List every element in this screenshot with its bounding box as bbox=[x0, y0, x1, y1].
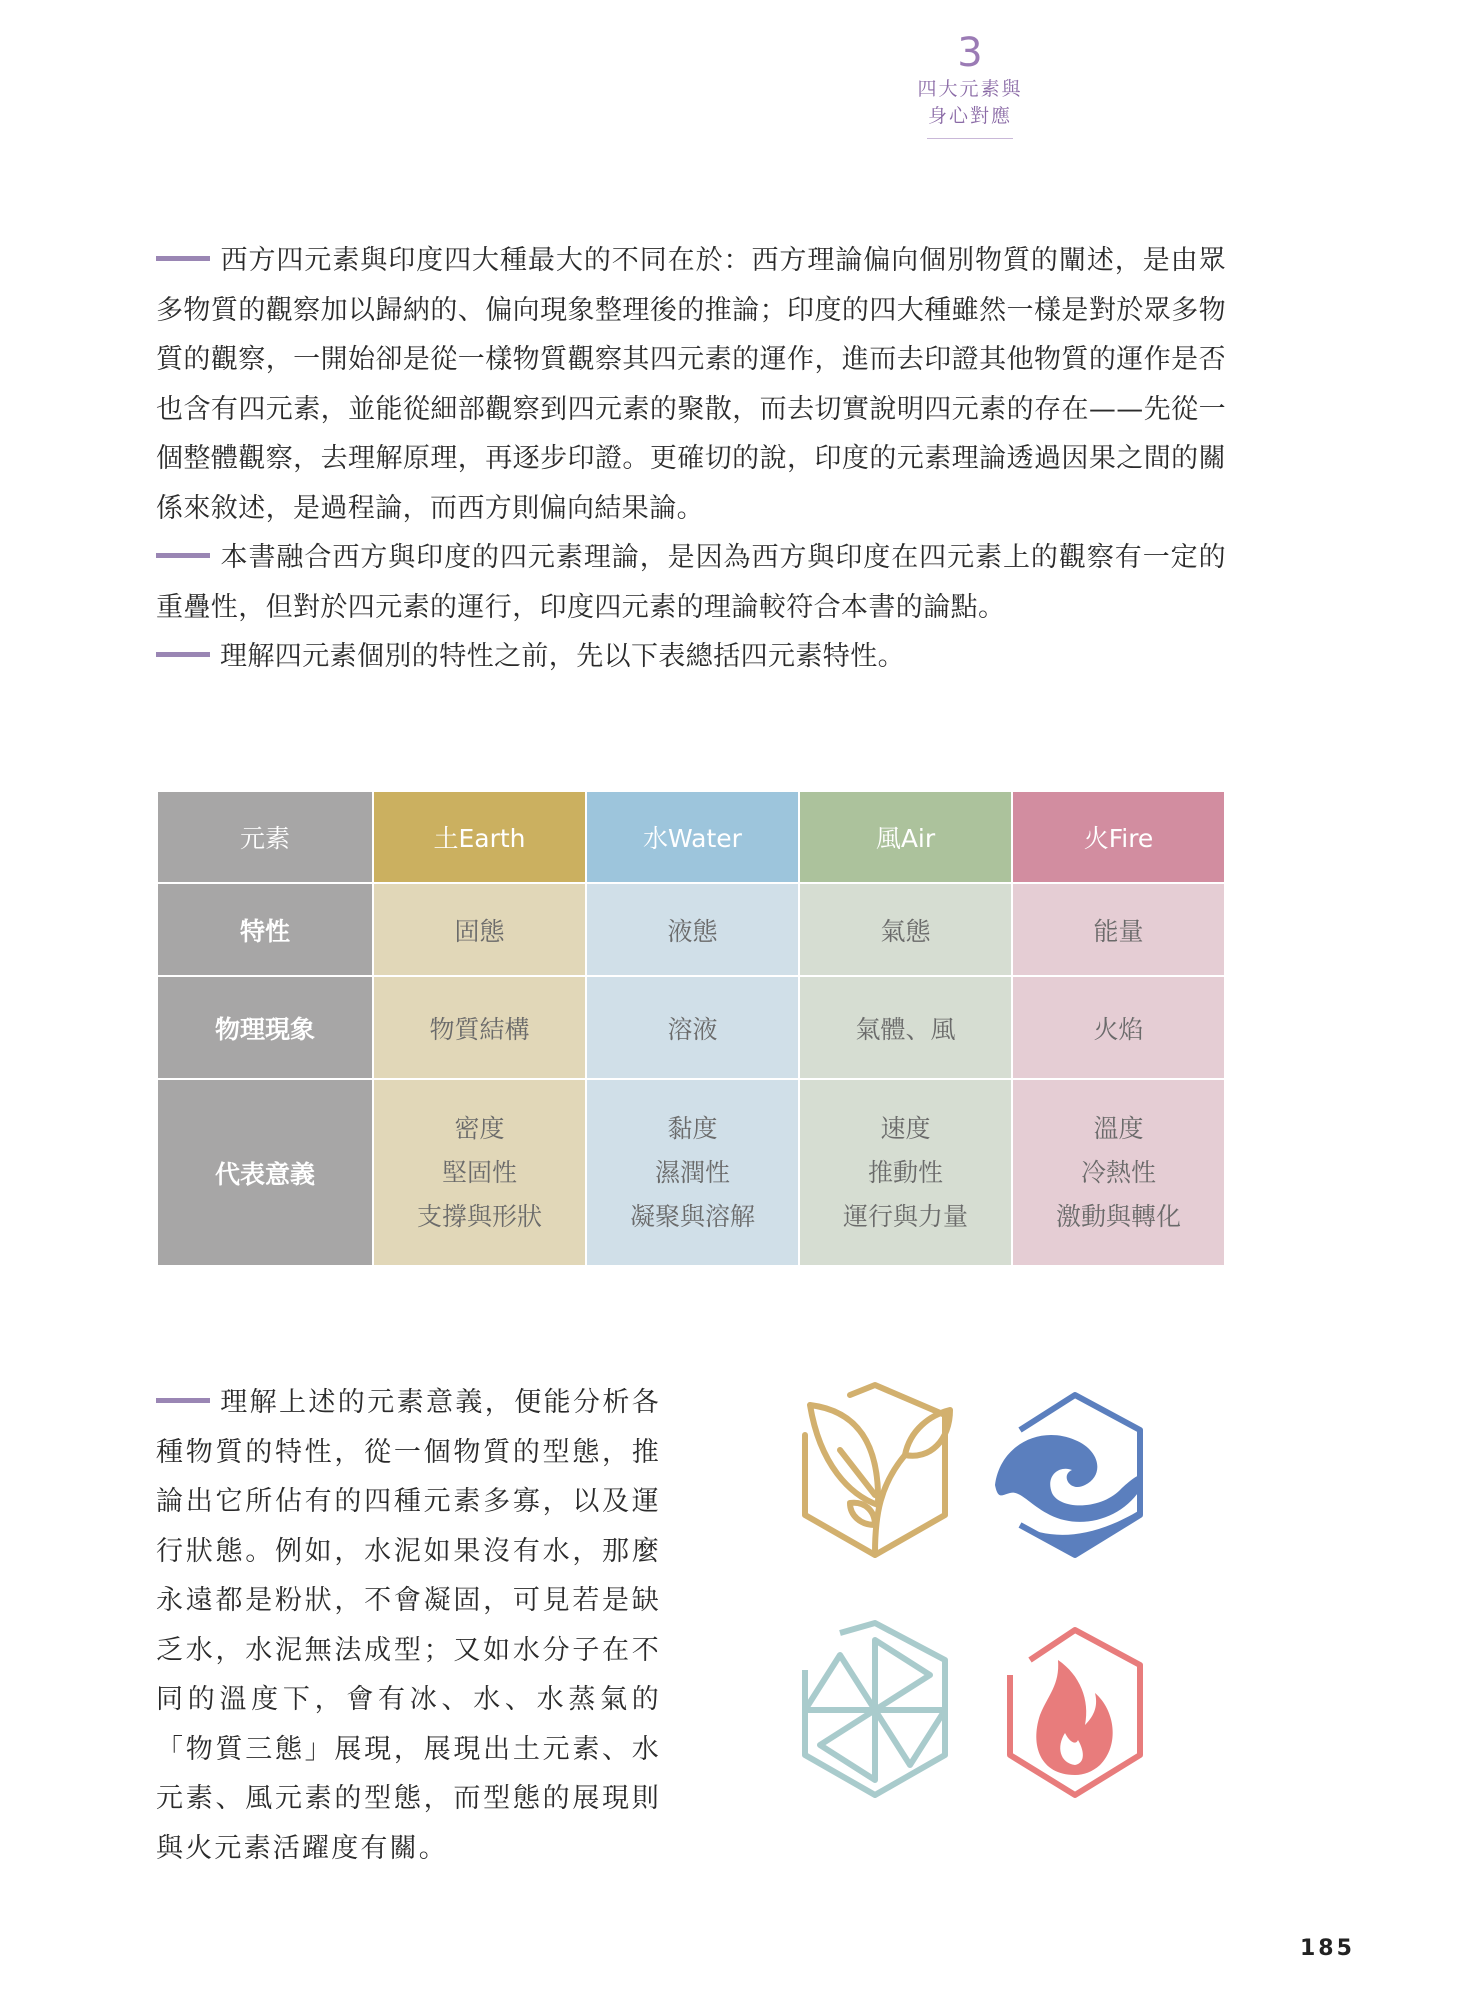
paragraph-1 bbox=[156, 236, 1226, 533]
meaning-water-cell bbox=[586, 1079, 799, 1266]
paragraph-2 bbox=[156, 533, 1226, 632]
meaning-fire-cell bbox=[1012, 1079, 1225, 1266]
paragraph-1-text: 西方四元素與印度四大種最大的不同在於：西方理論偏向個別物質的闡述，是由眾多物質的觀察加以歸納的、偏向現象整理後的推論；印度的四大種雖然一樣是對於眾多物質的觀察，一開始卻是從一樣物質觀察其四元素的運作，進而去印證其他物質的運作是否也含有四元素，並能從細部觀察到四元素的聚散，而去切實說明四元素的存在——先從一個整體觀察，去理解原理，再逐步印證。更確切的說，印度的元素理論透過因果之間的關係來敘述，是過程論，而西方則偏向結果論。 bbox=[156, 245, 1226, 524]
meaning-earth-line: 支撐與形狀 bbox=[416, 1201, 542, 1231]
paragraph-3-text: 理解四元素個別的特性之前，先以下表總括四元素特性。 bbox=[220, 641, 905, 672]
fire-flame-icon bbox=[980, 1615, 1170, 1805]
meaning-air-line: 速度 bbox=[880, 1113, 931, 1143]
state-label-cell: 特性 bbox=[157, 883, 373, 976]
meaning-fire-line: 冷熱性 bbox=[1080, 1157, 1156, 1187]
header-label-cell: 元素 bbox=[157, 791, 373, 883]
header-fire-cell: 火Fire bbox=[1012, 791, 1225, 883]
meaning-earth-line: 密度 bbox=[454, 1113, 505, 1143]
chapter-title-line2: 身心對應 bbox=[927, 105, 1012, 127]
lower-paragraph-text: 理解上述的元素意義，便能分析各種物質的特性，從一個物質的型態，推論出它所佔有的四種元素多寡，以及運行狀態。例如，水泥如果沒有水，那麼永遠都是粉狀，不會凝固，可見若是缺乏水，水泥無法成型；又如水分子在不同的溫度下，會有冰、水、水蒸氣的「物質三態」展現，展現出土元素、水元素、風元素的型態，而型態的展現則與火元素活躍度有關。 bbox=[156, 1387, 661, 1864]
chapter-number: 3 bbox=[957, 30, 983, 76]
state-water-cell: 液態 bbox=[586, 883, 799, 976]
earth-leaf-icon bbox=[780, 1375, 970, 1565]
water-wave-icon bbox=[980, 1375, 1170, 1565]
meaning-water-line: 濕潤性 bbox=[654, 1157, 730, 1187]
air-pinwheel-icon bbox=[780, 1615, 970, 1805]
meaning-fire-line: 溫度 bbox=[1093, 1113, 1144, 1143]
meaning-air-line: 推動性 bbox=[867, 1157, 943, 1187]
table-row-meaning bbox=[157, 1079, 1225, 1266]
lower-text bbox=[156, 1378, 661, 1873]
phenomenon-fire-cell: 火焰 bbox=[1012, 976, 1225, 1079]
state-earth-cell: 固態 bbox=[373, 883, 586, 976]
table-row-header bbox=[157, 791, 1225, 883]
table-row-phenomenon bbox=[157, 976, 1225, 1079]
state-fire-cell: 能量 bbox=[1012, 883, 1225, 976]
phenomenon-label-cell: 物理現象 bbox=[157, 976, 373, 1079]
meaning-earth-line: 堅固性 bbox=[441, 1157, 517, 1187]
meaning-label-cell: 代表意義 bbox=[157, 1079, 373, 1266]
page-number: 185 bbox=[1300, 1936, 1355, 1961]
meaning-earth-cell bbox=[373, 1079, 586, 1266]
header-earth-cell: 土Earth bbox=[373, 791, 586, 883]
paragraph-dash bbox=[156, 652, 210, 657]
elements-table bbox=[156, 790, 1226, 1267]
paragraph-3 bbox=[156, 632, 1226, 682]
paragraph-dash bbox=[156, 1398, 210, 1403]
header-air-cell: 風Air bbox=[799, 791, 1012, 883]
paragraph-2-text: 本書融合西方與印度的四元素理論，是因為西方與印度在四元素上的觀察有一定的重疊性，但對於四元素的運行，印度四元素的理論較符合本書的論點。 bbox=[156, 542, 1226, 623]
table-row-state bbox=[157, 883, 1225, 976]
lower-paragraph bbox=[156, 1378, 661, 1873]
phenomenon-earth-cell: 物質結構 bbox=[373, 976, 586, 1079]
meaning-fire-line: 激動與轉化 bbox=[1055, 1201, 1181, 1231]
meaning-air-line: 運行與力量 bbox=[842, 1201, 968, 1231]
chapter-marker bbox=[900, 30, 1040, 139]
phenomenon-water-cell: 溶液 bbox=[586, 976, 799, 1079]
chapter-title-line1: 四大元素與 bbox=[917, 78, 1023, 100]
state-air-cell: 氣態 bbox=[799, 883, 1012, 976]
meaning-water-line: 黏度 bbox=[667, 1113, 718, 1143]
meaning-air-cell bbox=[799, 1079, 1012, 1266]
phenomenon-air-cell: 氣體、風 bbox=[799, 976, 1012, 1079]
header-water-cell: 水Water bbox=[586, 791, 799, 883]
paragraph-dash bbox=[156, 256, 210, 261]
meaning-water-line: 凝聚與溶解 bbox=[629, 1201, 755, 1231]
paragraph-dash bbox=[156, 553, 210, 558]
body-text bbox=[156, 236, 1226, 682]
chapter-rule bbox=[927, 138, 1013, 139]
